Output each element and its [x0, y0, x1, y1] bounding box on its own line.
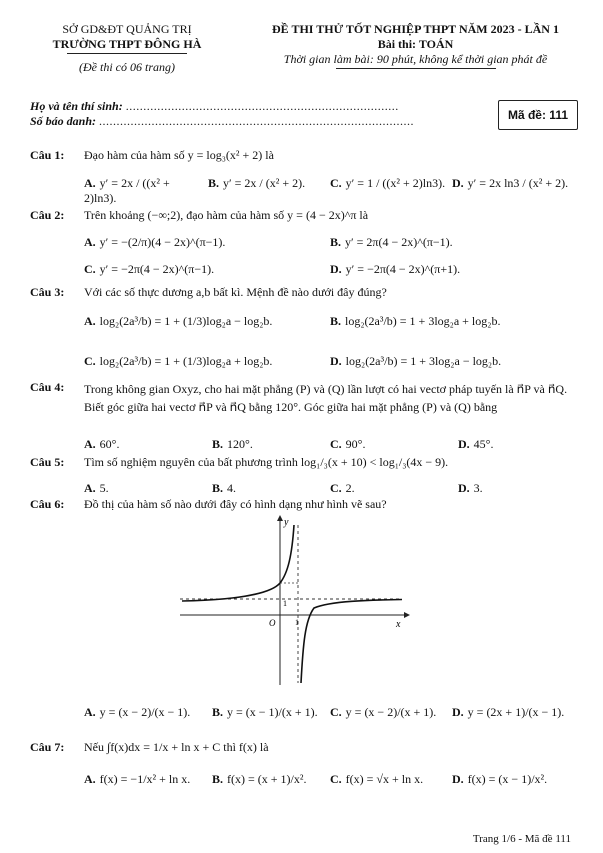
option-text: y′ = 2x / ((x² + 2)ln3). [84, 176, 170, 205]
option-text: 120°. [227, 437, 253, 451]
q1-option-c[interactable] [330, 176, 450, 191]
header-left [22, 22, 232, 75]
q4-option-c[interactable] [330, 437, 365, 452]
option-key: B. [212, 772, 224, 786]
option-key: B. [212, 481, 224, 495]
q5-option-b[interactable] [212, 481, 236, 496]
option-text: log₂(2a³/b) = 1 + 3log₂a − log₂b. [345, 354, 502, 368]
q6-option-d[interactable] [452, 705, 564, 720]
q5-option-c[interactable] [330, 481, 355, 496]
q5-option-d[interactable] [458, 481, 483, 496]
option-key: D. [452, 176, 464, 190]
question-1-text: Đạo hàm của hàm số y = log₃(x² + 2) là [84, 148, 274, 162]
candidate-name-dots: .............................................................................. [125, 99, 399, 113]
department-name: SỞ GD&ĐT QUẢNG TRỊ [62, 22, 192, 36]
q3-option-c[interactable] [84, 354, 324, 369]
option-text: y′ = 2π(4 − 2x)^(π−1). [345, 235, 453, 249]
q2-option-c[interactable] [84, 262, 324, 277]
option-text: log₂(2a³/b) = 1 + (1/3)log₂a − log₂b. [99, 314, 273, 328]
option-key: A. [84, 314, 96, 328]
q2-option-b[interactable] [330, 235, 580, 250]
option-text: f(x) = (x − 1)/x². [467, 772, 548, 786]
q7-option-d[interactable] [452, 772, 547, 787]
q1-option-a[interactable] [84, 176, 204, 206]
option-text: 5. [99, 481, 109, 495]
header-right [248, 22, 583, 69]
header-right-underline [336, 68, 496, 69]
q7-option-a[interactable] [84, 772, 190, 787]
q6-option-b[interactable] [212, 705, 318, 720]
y-axis-label: y [284, 517, 289, 528]
option-key: C. [84, 262, 96, 276]
option-key: A. [84, 235, 96, 249]
option-key: B. [208, 176, 220, 190]
option-text: 60°. [99, 437, 120, 451]
option-text: f(x) = (x + 1)/x². [227, 772, 307, 786]
q1-option-d[interactable] [452, 176, 592, 191]
option-key: A. [84, 705, 96, 719]
question-4-label: Câu 4: [30, 380, 65, 394]
candidate-name-field[interactable] [30, 99, 399, 114]
option-text: y′ = −(2/π)(4 − 2x)^(π−1). [99, 235, 226, 249]
option-key: A. [84, 437, 96, 451]
q1-option-b[interactable] [208, 176, 324, 191]
option-key: D. [452, 705, 464, 719]
candidate-id-label: Số báo danh: [30, 114, 97, 128]
q4-option-a[interactable] [84, 437, 119, 452]
question-5-label: Câu 5: [30, 455, 65, 469]
question-5-text: Tìm số nghiệm nguyên của bất phương trình log₁/₃(x + 10) < log₁/₃(4x − 9). [84, 455, 449, 469]
option-text: y′ = 2x ln3 / (x² + 2). [467, 176, 569, 190]
header-underline [67, 53, 187, 54]
q4-option-d[interactable] [458, 437, 493, 452]
q2-option-d[interactable] [330, 262, 580, 277]
question-3-label: Câu 3: [30, 285, 65, 299]
question-2-label: Câu 2: [30, 208, 65, 222]
y-axis-arrow [277, 515, 283, 521]
pages-note: (Đề thi có 06 trang) [79, 60, 175, 74]
option-key: D. [330, 354, 342, 368]
option-key: C. [330, 481, 342, 495]
option-text: y′ = 1 / ((x² + 2)ln3). [345, 176, 446, 190]
option-text: y = (x − 2)/(x + 1). [345, 705, 437, 719]
exam-time-note: Thời gian làm bài: 90 phút, không kể thời gian phát đề [283, 52, 548, 66]
candidate-id-field[interactable] [30, 114, 414, 129]
exam-subject: Bài thi: TOÁN [377, 37, 454, 51]
option-key: C. [330, 437, 342, 451]
option-key: D. [452, 772, 464, 786]
option-key: A. [84, 772, 96, 786]
q5-option-a[interactable] [84, 481, 109, 496]
q3-option-a[interactable] [84, 314, 324, 329]
question-3-text: Với các số thực dương a,b bất kì. Mệnh đề nào dưới đây đúng? [84, 285, 387, 299]
q6-option-c[interactable] [330, 705, 436, 720]
question-7-label: Câu 7: [30, 740, 65, 754]
exam-code-box: Mã đề: 111 [498, 100, 578, 130]
option-key: C. [330, 772, 342, 786]
question-6-label: Câu 6: [30, 497, 65, 511]
exam-title: ĐỀ THI THỬ TỐT NGHIỆP THPT NĂM 2023 - LẦN 1 [272, 22, 559, 36]
option-key: D. [458, 481, 470, 495]
option-text: y′ = −2π(4 − 2x)^(π−1). [99, 262, 215, 276]
question-2-text: Trên khoảng (−∞;2), đạo hàm của hàm số y = (4 − 2x)^π là [84, 208, 369, 222]
option-key: A. [84, 481, 96, 495]
question-1-label: Câu 1: [30, 148, 65, 162]
candidate-id-dots: .......................................................................................... [99, 114, 415, 128]
page-footer: Trang 1/6 - Mã đề 111 [472, 833, 571, 845]
q7-option-b[interactable] [212, 772, 306, 787]
option-key: C. [84, 354, 96, 368]
x-axis-label: x [396, 619, 401, 630]
right-branch [301, 600, 402, 684]
option-text: y = (x − 1)/(x + 1). [227, 705, 318, 719]
left-branch [182, 525, 294, 601]
option-key: B. [330, 235, 342, 249]
q6-option-a[interactable] [84, 705, 190, 720]
option-text: 4. [227, 481, 237, 495]
option-key: D. [458, 437, 470, 451]
option-text: 3. [473, 481, 483, 495]
hyperbola-graph [180, 515, 410, 685]
q3-option-b[interactable] [330, 314, 580, 329]
option-key: B. [212, 437, 224, 451]
option-text: f(x) = −1/x² + ln x. [99, 772, 191, 786]
option-text: y′ = 2x / (x² + 2). [223, 176, 306, 190]
origin-label: O [269, 618, 276, 628]
option-text: y = (x − 2)/(x − 1). [99, 705, 191, 719]
q3-option-d[interactable] [330, 354, 580, 369]
option-text: 90°. [345, 437, 366, 451]
option-key: D. [330, 262, 342, 276]
option-key: B. [212, 705, 224, 719]
option-key: C. [330, 176, 342, 190]
option-text: log₂(2a³/b) = 1 + (1/3)log₂a + log₂b. [99, 354, 273, 368]
option-key: C. [330, 705, 342, 719]
option-key: B. [330, 314, 342, 328]
q2-option-a[interactable] [84, 235, 324, 250]
option-key: A. [84, 176, 96, 190]
q4-option-b[interactable] [212, 437, 253, 452]
option-text: 45°. [473, 437, 494, 451]
q7-option-c[interactable] [330, 772, 423, 787]
option-text: f(x) = √x + ln x. [345, 772, 424, 786]
option-text: y′ = −2π(4 − 2x)^(π+1). [345, 262, 461, 276]
question-7-text: Nếu ∫f(x)dx = 1/x + ln x + C thì f(x) là [84, 740, 269, 754]
school-name: TRƯỜNG THPT ĐÔNG HÀ [52, 37, 202, 51]
x-axis-arrow [404, 612, 410, 618]
y-tick-label: 1 [283, 599, 287, 608]
option-text: 2. [345, 481, 355, 495]
candidate-name-label: Họ và tên thí sinh: [30, 99, 123, 113]
x-tick-label: 1 [295, 618, 299, 627]
question-6-text: Đồ thị của hàm số nào dưới đây có hình dạng như hình vẽ sau? [84, 497, 387, 511]
option-text: y = (2x + 1)/(x − 1). [467, 705, 565, 719]
question-4-text: Trong không gian Oxyz, cho hai mặt phẳng (P) và (Q) lần lượt có hai vectơ pháp tuyến là n⃗P và n⃗Q. Biết góc giữa hai vectơ n⃗P và n⃗Q bằng 120°. Góc giữa hai mặt phẳng (P) và (Q) bằng [84, 382, 568, 414]
option-text: log₂(2a³/b) = 1 + 3log₂a + log₂b. [345, 314, 501, 328]
